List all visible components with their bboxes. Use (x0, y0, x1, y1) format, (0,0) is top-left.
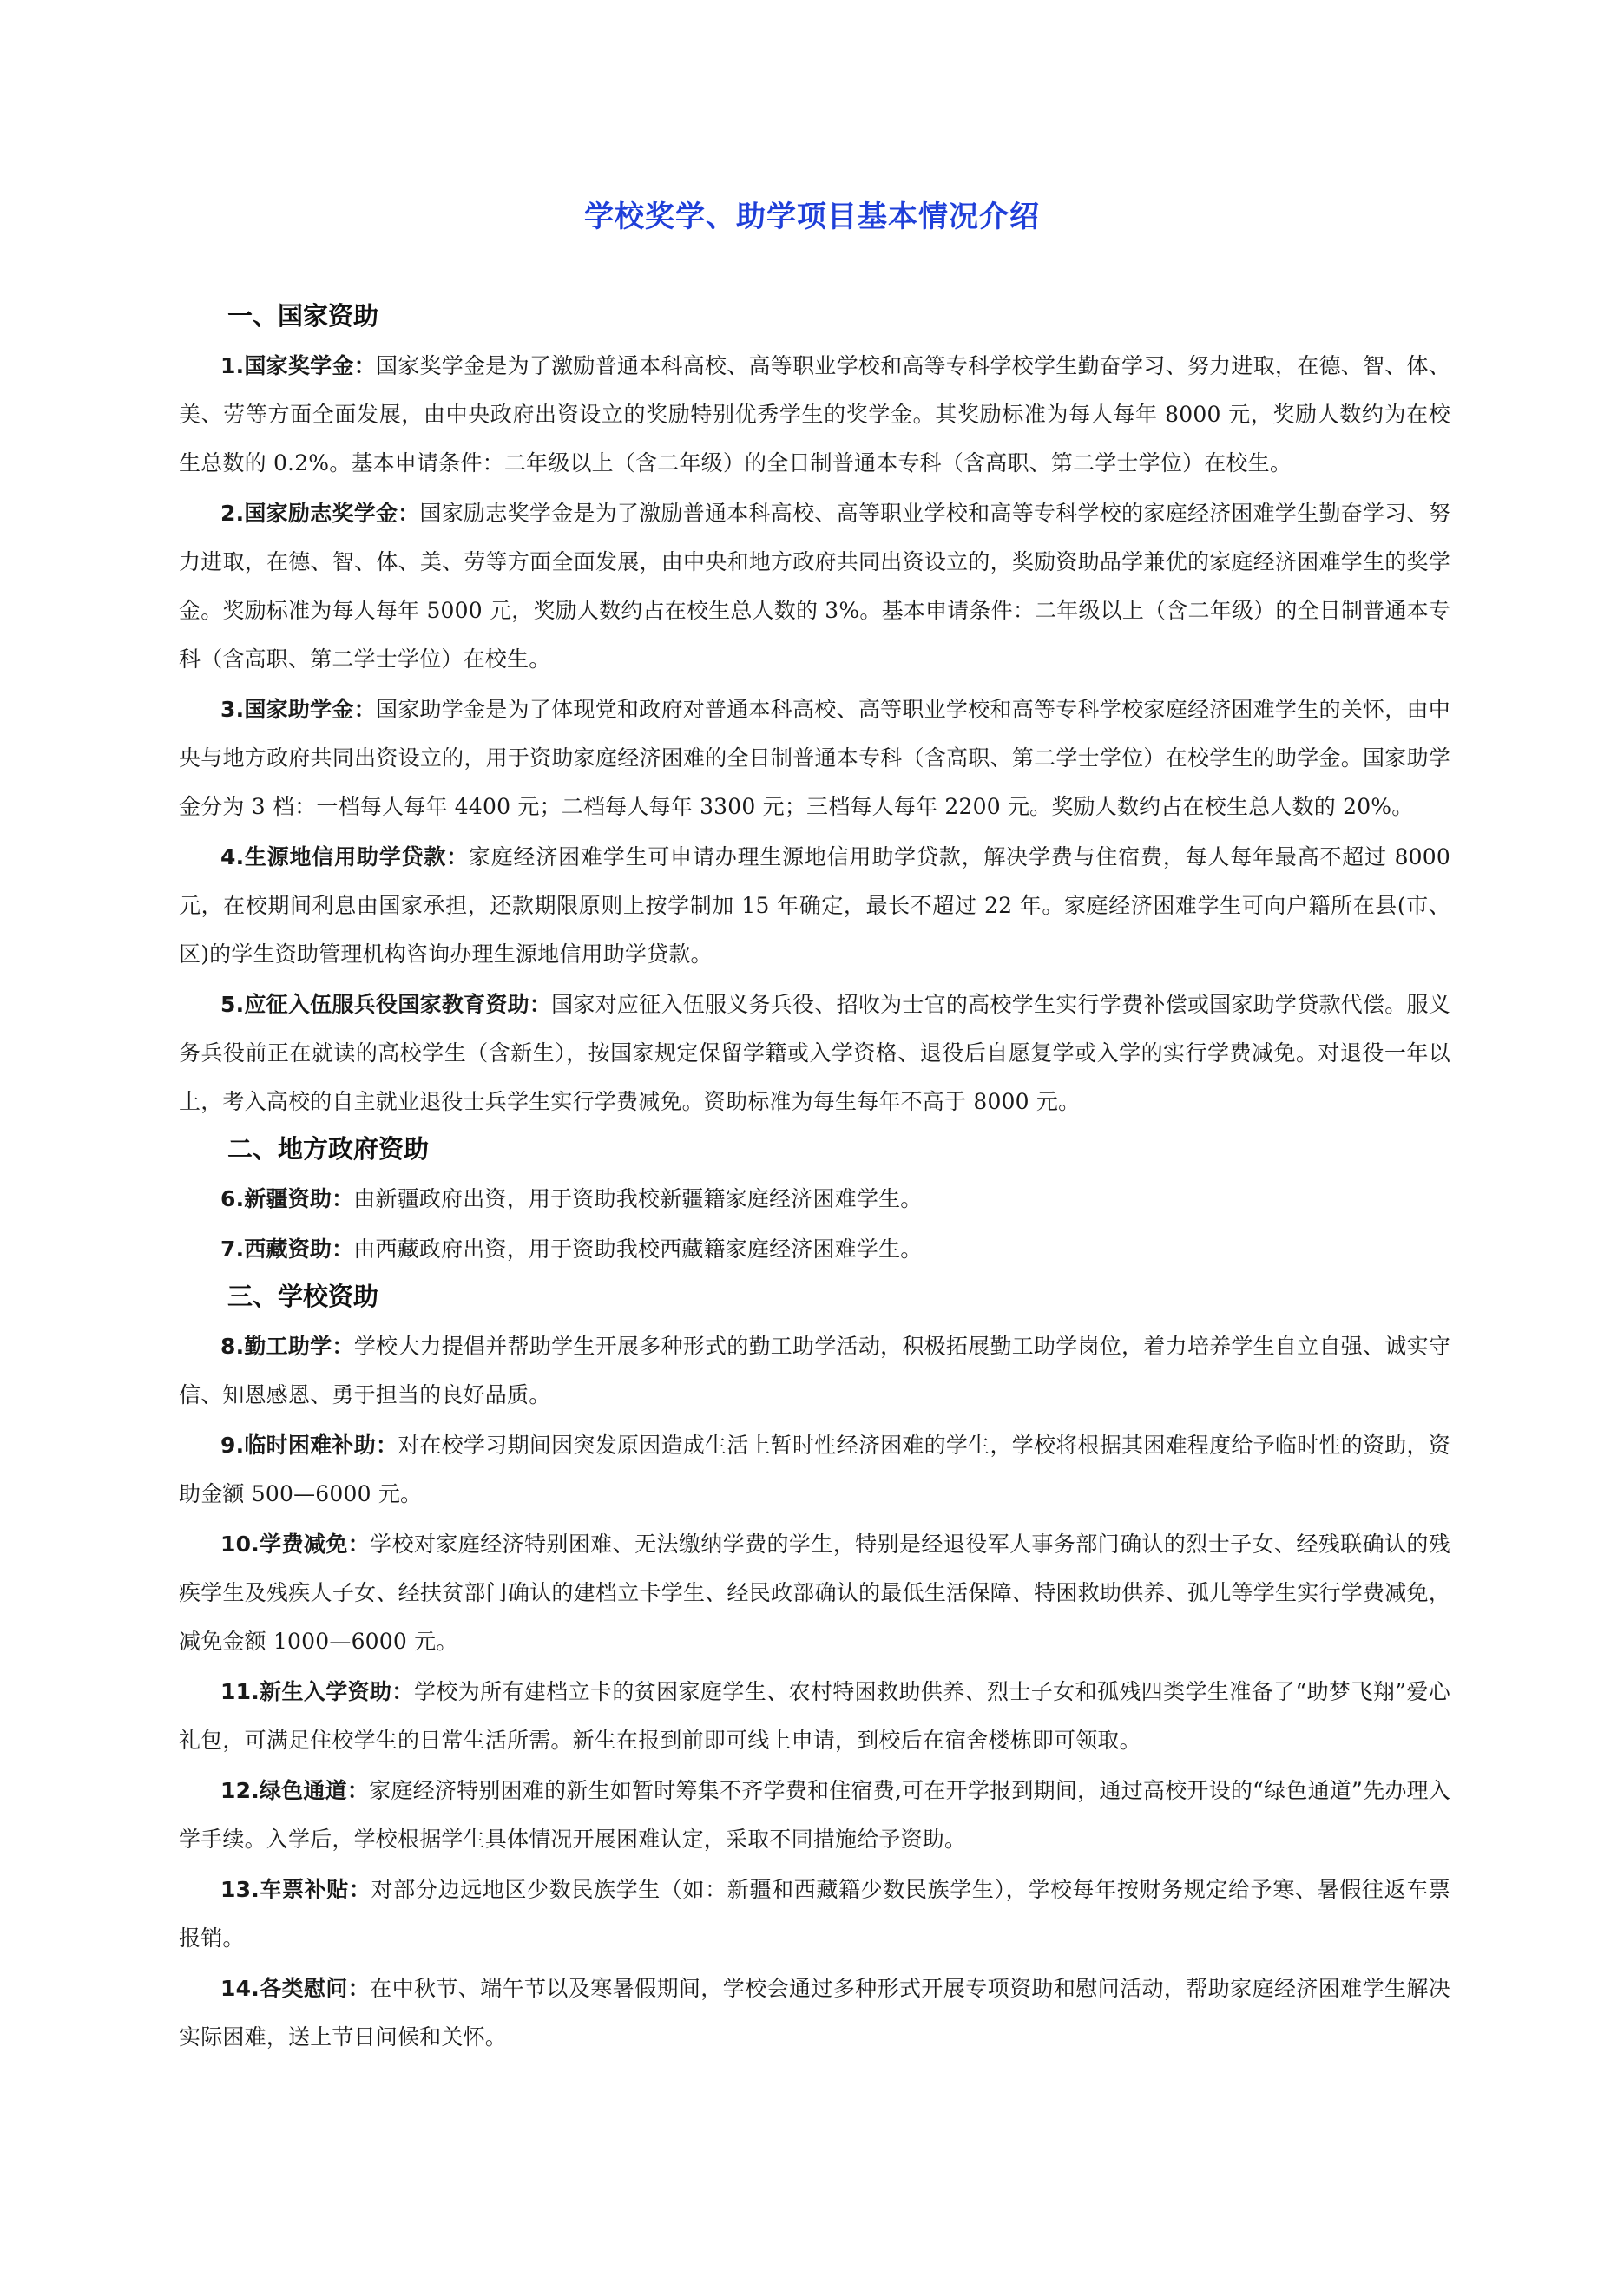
item-label: 1.国家奖学金： (220, 353, 376, 378)
item-text: 家庭经济特别困难的新生如暂时筹集不齐学费和住宿费,可在开学报到期间，通过高校开设的“绿色通道”先办理入学手续。入学后，学校根据学生具体情况开展困难认定，采取不同措施给予资助。 (179, 1778, 1451, 1852)
section-national-aid (179, 295, 1450, 1126)
item-label: 13.车票补贴： (220, 1877, 371, 1902)
section-heading: 一、国家资助 (227, 301, 379, 331)
item-label: 10.学费减免： (220, 1532, 371, 1557)
item-text: 学校大力提倡并帮助学生开展多种形式的勤工助学活动，积极拓展勤工助学岗位，着力培养学生自立自强、诚实守信、知恩感恩、勇于担当的良好品质。 (179, 1334, 1450, 1407)
list-item (179, 342, 1450, 488)
item-label: 7.西藏资助： (220, 1237, 354, 1262)
list-item (179, 1520, 1450, 1666)
section-heading: 三、学校资助 (227, 1282, 379, 1311)
list-item (179, 981, 1450, 1126)
list-item (179, 1965, 1450, 2062)
item-text: 国家励志奖学金是为了激励普通本科高校、高等职业学校和高等专科学校的家庭经济困难学生勤奋学习、努力进取，在德、智、体、美、劳等方面全面发展，由中央和地方政府共同出资设立的，奖励资助品学兼优的家庭经济困难学生的奖学金。奖励标准为每人每年 5000 元，奖励人数约占在校生总人数的 3%。基本申请条件：二年级以上（含二年级）的全日制普通本专科（含高职、第二学士学位）在校生。 (179, 501, 1450, 672)
section-heading: 二、地方政府资助 (227, 1134, 430, 1164)
item-label: 8.勤工助学： (220, 1334, 354, 1359)
section-local-government-aid (179, 1128, 1450, 1274)
item-label: 3.国家助学金： (220, 697, 376, 722)
list-item (179, 1175, 1450, 1223)
item-label: 9.临时困难补助： (220, 1433, 398, 1458)
item-label: 5.应征入伍服兵役国家教育资助： (220, 992, 552, 1017)
item-text: 学校为所有建档立卡的贫困家庭学生、农村特困救助供养、烈士子女和孤残四类学生准备了“助梦飞翔”爱心礼包，可满足住校学生的日常生活所需。新生在报到前即可线上申请，到校后在宿舍楼栋即可领取。 (179, 1679, 1450, 1753)
item-text: 学校对家庭经济特别困难、无法缴纳学费的学生，特别是经退役军人事务部门确认的烈士子女、经残联确认的残疾学生及残疾人子女、经扶贫部门确认的建档立卡学生、经民政部确认的最低生活保障、特困救助供养、孤儿等学生实行学费减免， 减免金额 1000—6000 元。 (179, 1532, 1451, 1654)
item-label: 4.生源地信用助学贷款： (220, 844, 469, 869)
list-item (179, 1322, 1450, 1420)
item-text: 对在校学习期间因突发原因造成生活上暂时性经济困难的学生，学校将根据其困难程度给予临时性的资助，资助金额 500—6000 元。 (179, 1433, 1450, 1506)
list-item (179, 1225, 1450, 1274)
item-text: 国家对应征入伍服义务兵役、招收为士官的高校学生实行学费补偿或国家助学贷款代偿。服义务兵役前正在就读的高校学生（含新生），按国家规定保留学籍或入学资格、退役后自愿复学或入学的实行学费减免。对退役一年以上，考入高校的自主就业退役士兵学生实行学费减免。资助标准为每生每年不高于 8000 元。 (179, 992, 1450, 1114)
item-text: 在中秋节、端午节以及寒暑假期间，学校会通过多种形式开展专项资助和慰问活动，帮助家庭经济困难学生解决实际困难，送上节日问候和关怀。 (179, 1976, 1451, 2050)
list-item (179, 1421, 1450, 1519)
list-item (179, 1668, 1450, 1765)
item-text: 由新疆政府出资，用于资助我校新疆籍家庭经济困难学生。 (353, 1186, 923, 1211)
item-text: 对部分边远地区少数民族学生（如：新疆和西藏籍少数民族学生），学校每年按财务规定给予寒、暑假往返车票报销。 (179, 1877, 1451, 1951)
list-item (179, 686, 1450, 831)
item-label: 11.新生入学资助： (220, 1679, 414, 1704)
section-school-aid (179, 1276, 1450, 2062)
document-body (179, 295, 1450, 2063)
item-label: 6.新疆资助： (220, 1186, 354, 1211)
list-item (179, 1767, 1450, 1864)
list-item (179, 1866, 1450, 1963)
list-item (179, 489, 1450, 684)
item-label: 14.各类慰问： (220, 1976, 371, 2001)
item-label: 2.国家励志奖学金： (220, 501, 420, 526)
page-title: 学校奖学、助学项目基本情况介绍 (584, 200, 1040, 234)
item-label: 12.绿色通道： (220, 1778, 370, 1803)
item-text: 国家奖学金是为了激励普通本科高校、高等职业学校和高等专科学校学生勤奋学习、努力进取，在德、智、体、美、劳等方面全面发展，由中央政府出资设立的奖励特别优秀学生的奖学金。其奖励标准为每人每年 8000 元，奖励人数约为在校生总数的 0.2%。基本申请条件：二年级以上（含二年级）的全日制普通本专科（含高职、第二学士学位）在校生。 (179, 353, 1450, 476)
item-text: 由西藏政府出资，用于资助我校西藏籍家庭经济困难学生。 (353, 1237, 923, 1262)
item-text: 国家助学金是为了体现党和政府对普通本科高校、高等职业学校和高等专科学校家庭经济困难学生的关怀，由中央与地方政府共同出资设立的，用于资助家庭经济困难的全日制普通本专科（含高职、第二学士学位）在校学生的助学金。国家助学金分为 3 档：一档每人每年 4400 元；二档每人每年 3300 元；三档每人每年 2200 元。奖励人数约占在校生总人数的 20%。 (179, 697, 1450, 819)
item-text: 家庭经济困难学生可申请办理生源地信用助学贷款，解决学费与住宿费，每人每年最高不超过 8000 元，在校期间利息由国家承担，还款期限原则上按学制加 15 年确定，最长不超过 22 年。家庭经济困难学生可向户籍所在县(市、区)的学生资助管理机构咨询办理生源地信用助学贷款。 (179, 844, 1450, 967)
list-item (179, 833, 1450, 979)
